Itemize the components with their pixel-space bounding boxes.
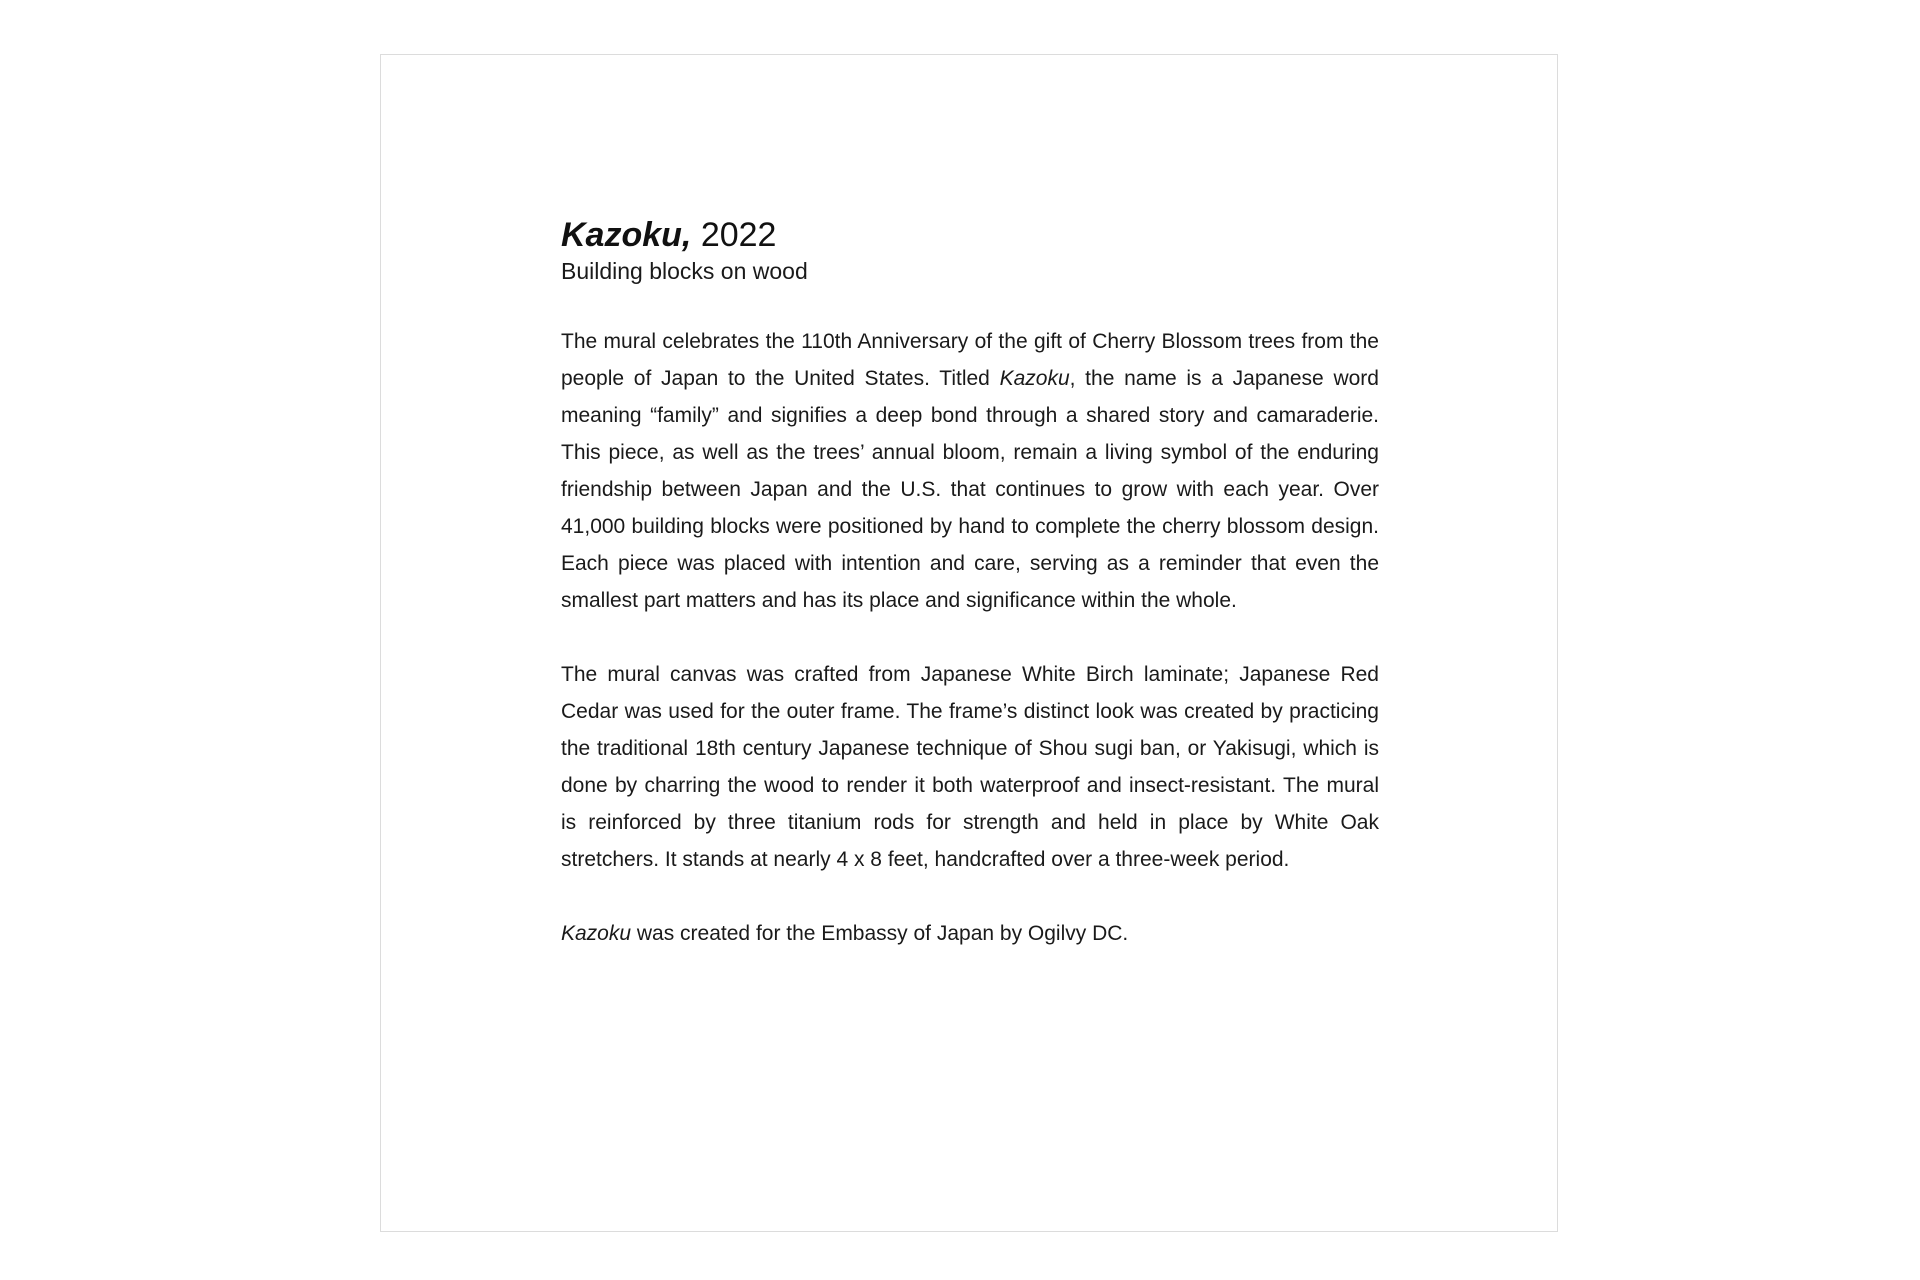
credit-italic-name: Kazoku bbox=[561, 922, 632, 945]
description-paragraph-1 bbox=[561, 323, 1379, 619]
paragraph-1-italic-name: Kazoku bbox=[999, 367, 1070, 390]
credit-text: was created for the Embassy of Japan by Ogilvy DC. bbox=[631, 922, 1129, 945]
description-paragraph-2: The mural canvas was crafted from Japanese White Birch laminate; Japanese Red Cedar was used for the outer frame. The frame’s distinct look was created by practicing the traditional 18th century Japanese technique of Shou sugi ban, or Yakisugi, which is done by charring the wood to render it both waterproof and insect-resistant. The mural is reinforced by three titanium rods for strength and held in place by White Oak stretchers. It stands at nearly 4 x 8 feet, handcrafted over a three-week period. bbox=[561, 663, 1379, 871]
credit-paragraph bbox=[561, 915, 1379, 952]
label-content bbox=[561, 215, 1379, 952]
artwork-medium: Building blocks on wood bbox=[561, 258, 808, 284]
artwork-name: Kazoku, bbox=[561, 216, 692, 254]
artwork-year: 2022 bbox=[700, 216, 777, 254]
paragraph-1-text-b: , the name is a Japanese word meaning “family” and signifies a deep bond through a shared story and camaraderie. This piece, as well as the trees’ annual bloom, remain a living symbol of the enduring friendship between Japan and the U.S. that continues to grow with each year. Over 41,000 building blocks were positioned by hand to complete the cherry blossom design. Each piece was placed with intention and care, serving as a reminder that even the smallest part matters and has its place and significance within the whole. bbox=[561, 367, 1379, 612]
artwork-label-card bbox=[380, 54, 1558, 1232]
paragraph-1-text-a: The mural celebrates the 110th Anniversary of the gift of Cherry Blossom trees from the people of Japan to the United States. Titled bbox=[561, 330, 1379, 390]
artwork-title bbox=[561, 215, 1379, 255]
